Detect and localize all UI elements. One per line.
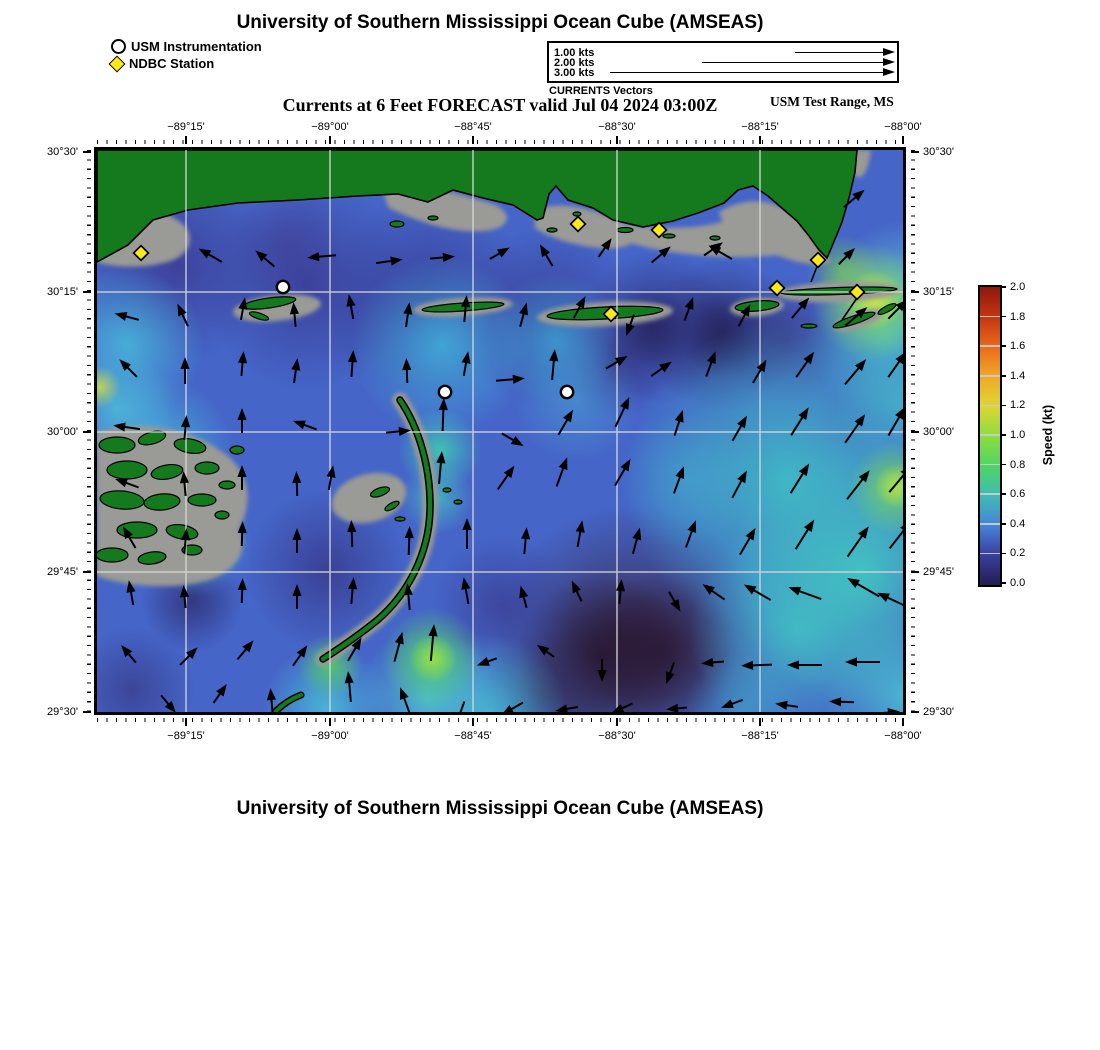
bottom-axis-major-tick xyxy=(902,718,904,726)
colorbar xyxy=(978,285,1002,587)
current-arrow xyxy=(430,252,456,263)
current-arrow xyxy=(292,417,319,434)
current-arrow xyxy=(787,583,823,604)
current-arrow xyxy=(173,302,192,329)
current-arrow xyxy=(402,358,412,383)
x-axis-tick-label-top: −88°15' xyxy=(741,121,779,133)
current-arrow xyxy=(787,660,822,669)
region-label: USM Test Range, MS xyxy=(770,94,894,109)
current-arrow xyxy=(829,697,854,707)
map-plot-area xyxy=(97,150,903,712)
current-arrow xyxy=(158,692,180,712)
usm-station-marker xyxy=(439,386,451,398)
current-arrow xyxy=(452,700,469,712)
current-arrow xyxy=(180,357,189,384)
current-arrow xyxy=(548,349,560,381)
current-arrow xyxy=(344,293,357,319)
colorbar-tick-label: 0.8 xyxy=(1010,458,1026,471)
vector-scale-label: 3.00 kts xyxy=(554,66,595,79)
colorbar-gridline xyxy=(980,493,1000,495)
current-arrow xyxy=(292,584,301,609)
plot-subtitle: Currents at 6 Feet FORECAST valid Jul 04 2024 03:00Z xyxy=(282,95,718,115)
x-axis-tick-label-bottom: −89°15' xyxy=(167,730,205,742)
vector-scale-label: 1.00 kts xyxy=(554,46,595,59)
current-arrow xyxy=(234,637,257,662)
current-arrow xyxy=(196,245,224,266)
current-arrow xyxy=(702,350,720,379)
top-axis-major-tick xyxy=(472,136,474,144)
y-axis-tick-label-left: 30°30' xyxy=(47,146,78,158)
current-arrow xyxy=(488,244,513,263)
y-axis-tick-label-right: 30°30' xyxy=(923,146,954,158)
x-axis-tick-label-top: −88°45' xyxy=(454,121,492,133)
top-axis-major-tick xyxy=(759,136,761,144)
bottom-axis-major-tick xyxy=(472,718,474,726)
right-axis-major-tick xyxy=(911,151,919,153)
bottom-axis-minor-ticks xyxy=(97,718,903,722)
vector-scale-line xyxy=(702,62,885,63)
x-axis-tick-label-bottom: −88°30' xyxy=(598,730,636,742)
current-arrow xyxy=(877,707,901,712)
current-arrow xyxy=(347,350,358,378)
current-arrow xyxy=(682,519,701,549)
current-arrow xyxy=(845,574,882,600)
current-arrow xyxy=(113,309,140,324)
colorbar-tick xyxy=(1000,286,1006,288)
right-axis-major-tick xyxy=(911,571,919,573)
current-arrow xyxy=(597,659,606,682)
colorbar-tick xyxy=(1000,434,1006,436)
current-arrow xyxy=(628,526,644,554)
colorbar-tick-label: 1.4 xyxy=(1010,369,1026,382)
left-axis-major-tick xyxy=(83,571,91,573)
current-arrow xyxy=(787,405,812,438)
figure-title: University of Southern Mississippi Ocean Cube (AMSEAS) xyxy=(236,12,764,33)
top-axis-major-tick xyxy=(616,136,618,144)
current-arrow xyxy=(237,351,248,377)
right-axis-major-tick xyxy=(911,431,919,433)
colorbar-tick xyxy=(1000,345,1006,347)
current-arrow xyxy=(670,409,687,438)
current-arrow xyxy=(438,398,448,431)
current-arrow xyxy=(792,349,817,380)
bottom-axis-major-tick xyxy=(185,718,187,726)
current-arrow xyxy=(289,358,302,384)
colorbar-tick xyxy=(1000,316,1006,318)
current-arrow xyxy=(462,518,471,549)
current-arrow xyxy=(568,579,586,604)
current-arrow xyxy=(496,374,526,386)
x-axis-tick-label-bottom: −88°15' xyxy=(741,730,779,742)
current-arrow xyxy=(252,247,277,270)
right-axis-major-tick xyxy=(911,711,919,713)
left-axis-major-tick xyxy=(83,431,91,433)
current-arrow xyxy=(700,580,727,603)
current-arrow xyxy=(434,451,446,485)
current-arrow xyxy=(396,686,415,712)
top-axis-major-tick xyxy=(902,136,904,144)
colorbar-axis-label: Speed (kt) xyxy=(1041,404,1056,466)
current-arrow xyxy=(741,660,772,670)
current-arrow xyxy=(499,699,525,712)
left-axis-major-tick xyxy=(83,291,91,293)
legend-label-usm: USM Instrumentation xyxy=(131,39,262,54)
y-axis-tick-label-right: 29°30' xyxy=(923,706,954,718)
current-arrow xyxy=(459,350,472,376)
x-axis-tick-label-bottom: −88°00' xyxy=(884,730,922,742)
current-arrow xyxy=(680,296,697,323)
current-arrow xyxy=(884,349,903,380)
x-axis-tick-label-top: −88°00' xyxy=(884,121,922,133)
current-arrow xyxy=(841,412,869,446)
current-arrow xyxy=(347,520,357,547)
shoreline-shoals xyxy=(97,150,901,659)
current-arrow xyxy=(662,661,679,686)
y-axis-tick-label-left: 30°15' xyxy=(47,286,78,298)
current-arrow xyxy=(292,471,302,496)
current-arrow xyxy=(843,467,873,502)
current-arrow xyxy=(375,255,403,268)
x-axis-tick-label-top: −88°30' xyxy=(598,121,636,133)
colorbar-gridline xyxy=(980,405,1000,407)
colorbar-tick xyxy=(1000,553,1006,555)
current-arrow xyxy=(666,703,688,712)
diamond-icon xyxy=(109,55,126,72)
colorbar-tick-label: 0.2 xyxy=(1010,547,1026,560)
current-arrow xyxy=(536,242,556,268)
current-arrow xyxy=(787,461,813,496)
colorbar-tick xyxy=(1000,493,1006,495)
vector-scale-label: 2.00 kts xyxy=(554,56,595,69)
current-arrow xyxy=(611,395,633,429)
colorbar-tick xyxy=(1000,375,1006,377)
y-axis-tick-label-right: 29°45' xyxy=(923,566,954,578)
current-arrow xyxy=(552,456,571,488)
colorbar-tick xyxy=(1000,464,1006,466)
colorbar-gridline xyxy=(980,345,1000,347)
top-axis-minor-ticks xyxy=(97,140,903,144)
colorbar-tick-label: 1.8 xyxy=(1010,310,1026,323)
current-arrow xyxy=(728,468,751,500)
y-axis-tick-label-left: 29°30' xyxy=(47,706,78,718)
current-arrow xyxy=(844,524,873,560)
current-arrow xyxy=(116,356,140,380)
current-arrow xyxy=(886,518,903,551)
legend-row-usm xyxy=(111,39,262,54)
current-arrow xyxy=(426,624,438,662)
current-arrow xyxy=(520,527,532,555)
map-overlay-svg xyxy=(97,150,903,712)
colorbar-gridline xyxy=(980,523,1000,525)
left-axis-major-tick xyxy=(83,151,91,153)
current-arrow xyxy=(719,696,744,712)
colorbar-gridline xyxy=(980,316,1000,318)
colorbar-gridline xyxy=(980,464,1000,466)
current-arrow xyxy=(886,462,903,495)
current-arrow xyxy=(390,631,407,663)
colorbar-tick-label: 2.0 xyxy=(1010,281,1026,293)
colorbar-tick-label: 1.6 xyxy=(1010,340,1026,353)
current-arrow xyxy=(516,301,531,328)
current-arrow xyxy=(459,576,473,604)
figure-bottom-title: University of Southern Mississippi Ocean Cube (AMSEAS) xyxy=(236,798,764,819)
current-arrow xyxy=(292,528,301,553)
current-arrow xyxy=(494,463,518,492)
top-axis-major-tick xyxy=(329,136,331,144)
vector-scale-arrowhead-icon xyxy=(883,48,895,56)
x-axis-tick-label-top: −89°00' xyxy=(311,121,349,133)
y-axis-tick-label-left: 30°00' xyxy=(47,426,78,438)
current-arrow xyxy=(347,577,359,605)
colorbar-tick-label: 0.4 xyxy=(1010,517,1026,530)
current-arrow xyxy=(475,654,498,670)
y-axis-tick-label-right: 30°00' xyxy=(923,426,954,438)
colorbar-tick xyxy=(1000,405,1006,407)
current-arrow xyxy=(404,526,414,555)
usm-station-marker xyxy=(561,386,573,398)
current-arrow xyxy=(729,413,751,443)
current-arrow xyxy=(401,302,414,328)
current-arrow xyxy=(836,245,859,268)
colorbar-tick-label: 1.2 xyxy=(1010,399,1026,412)
bottom-axis-major-tick xyxy=(329,718,331,726)
circle-icon xyxy=(111,39,126,54)
current-arrow xyxy=(875,589,903,611)
current-arrow xyxy=(554,702,578,712)
current-arrow xyxy=(573,519,587,547)
marker-legend xyxy=(111,39,262,70)
current-arrow xyxy=(344,671,356,703)
current-arrow xyxy=(670,465,689,495)
current-arrow xyxy=(179,585,190,609)
current-arrow xyxy=(611,457,634,488)
vector-scale-line xyxy=(795,52,885,53)
current-arrow xyxy=(736,526,759,557)
current-arrow xyxy=(289,643,311,669)
current-arrow xyxy=(841,356,869,387)
colorbar-tick-label: 0.0 xyxy=(1010,577,1026,589)
x-axis-tick-label-bottom: −88°45' xyxy=(454,730,492,742)
colorbar-tick-label: 0.6 xyxy=(1010,488,1026,501)
current-arrow xyxy=(177,644,201,668)
colorbar-gridline xyxy=(980,553,1000,555)
bottom-axis-major-tick xyxy=(759,718,761,726)
x-axis-tick-label-bottom: −89°00' xyxy=(311,730,349,742)
current-arrow xyxy=(210,681,231,705)
current-arrow xyxy=(775,699,799,711)
current-arrow xyxy=(237,408,246,433)
colorbar-tick xyxy=(1000,582,1006,584)
colorbar-tick-label: 1.0 xyxy=(1010,429,1026,441)
colorbar-gridline xyxy=(980,434,1000,436)
y-axis-tick-label-right: 30°15' xyxy=(923,286,954,298)
colorbar-tick xyxy=(1000,523,1006,525)
current-arrow xyxy=(665,590,684,615)
vector-scale-arrowhead-icon xyxy=(883,68,895,76)
right-axis-major-tick xyxy=(911,291,919,293)
vector-scale-arrowhead-icon xyxy=(883,58,895,66)
vector-scale-legend xyxy=(547,41,899,83)
left-axis-major-tick xyxy=(83,711,91,713)
current-arrow xyxy=(118,642,140,666)
legend-label-ndbc: NDBC Station xyxy=(129,56,215,71)
current-arrow xyxy=(845,657,880,666)
top-axis-major-tick xyxy=(185,136,187,144)
legend-row-ndbc xyxy=(111,57,262,70)
current-arrow xyxy=(534,641,556,661)
current-arrow xyxy=(307,251,337,263)
y-axis-tick-label-left: 29°45' xyxy=(47,566,78,578)
vector-legend-caption: CURRENTS Vectors xyxy=(549,85,653,97)
usm-station-marker xyxy=(277,281,289,293)
current-arrow xyxy=(237,578,247,603)
x-axis-tick-label-top: −89°15' xyxy=(167,121,205,133)
current-arrow xyxy=(792,517,818,552)
current-arrow xyxy=(516,584,531,609)
current-arrow xyxy=(701,657,725,668)
colorbar-gridline xyxy=(980,375,1000,377)
vector-scale-line xyxy=(610,72,885,73)
current-arrow xyxy=(610,699,635,712)
islands xyxy=(97,212,897,566)
current-arrow xyxy=(885,405,903,438)
bottom-axis-major-tick xyxy=(616,718,618,726)
current-arrow xyxy=(324,464,337,490)
current-arrow xyxy=(742,581,773,604)
current-arrow xyxy=(649,358,675,380)
